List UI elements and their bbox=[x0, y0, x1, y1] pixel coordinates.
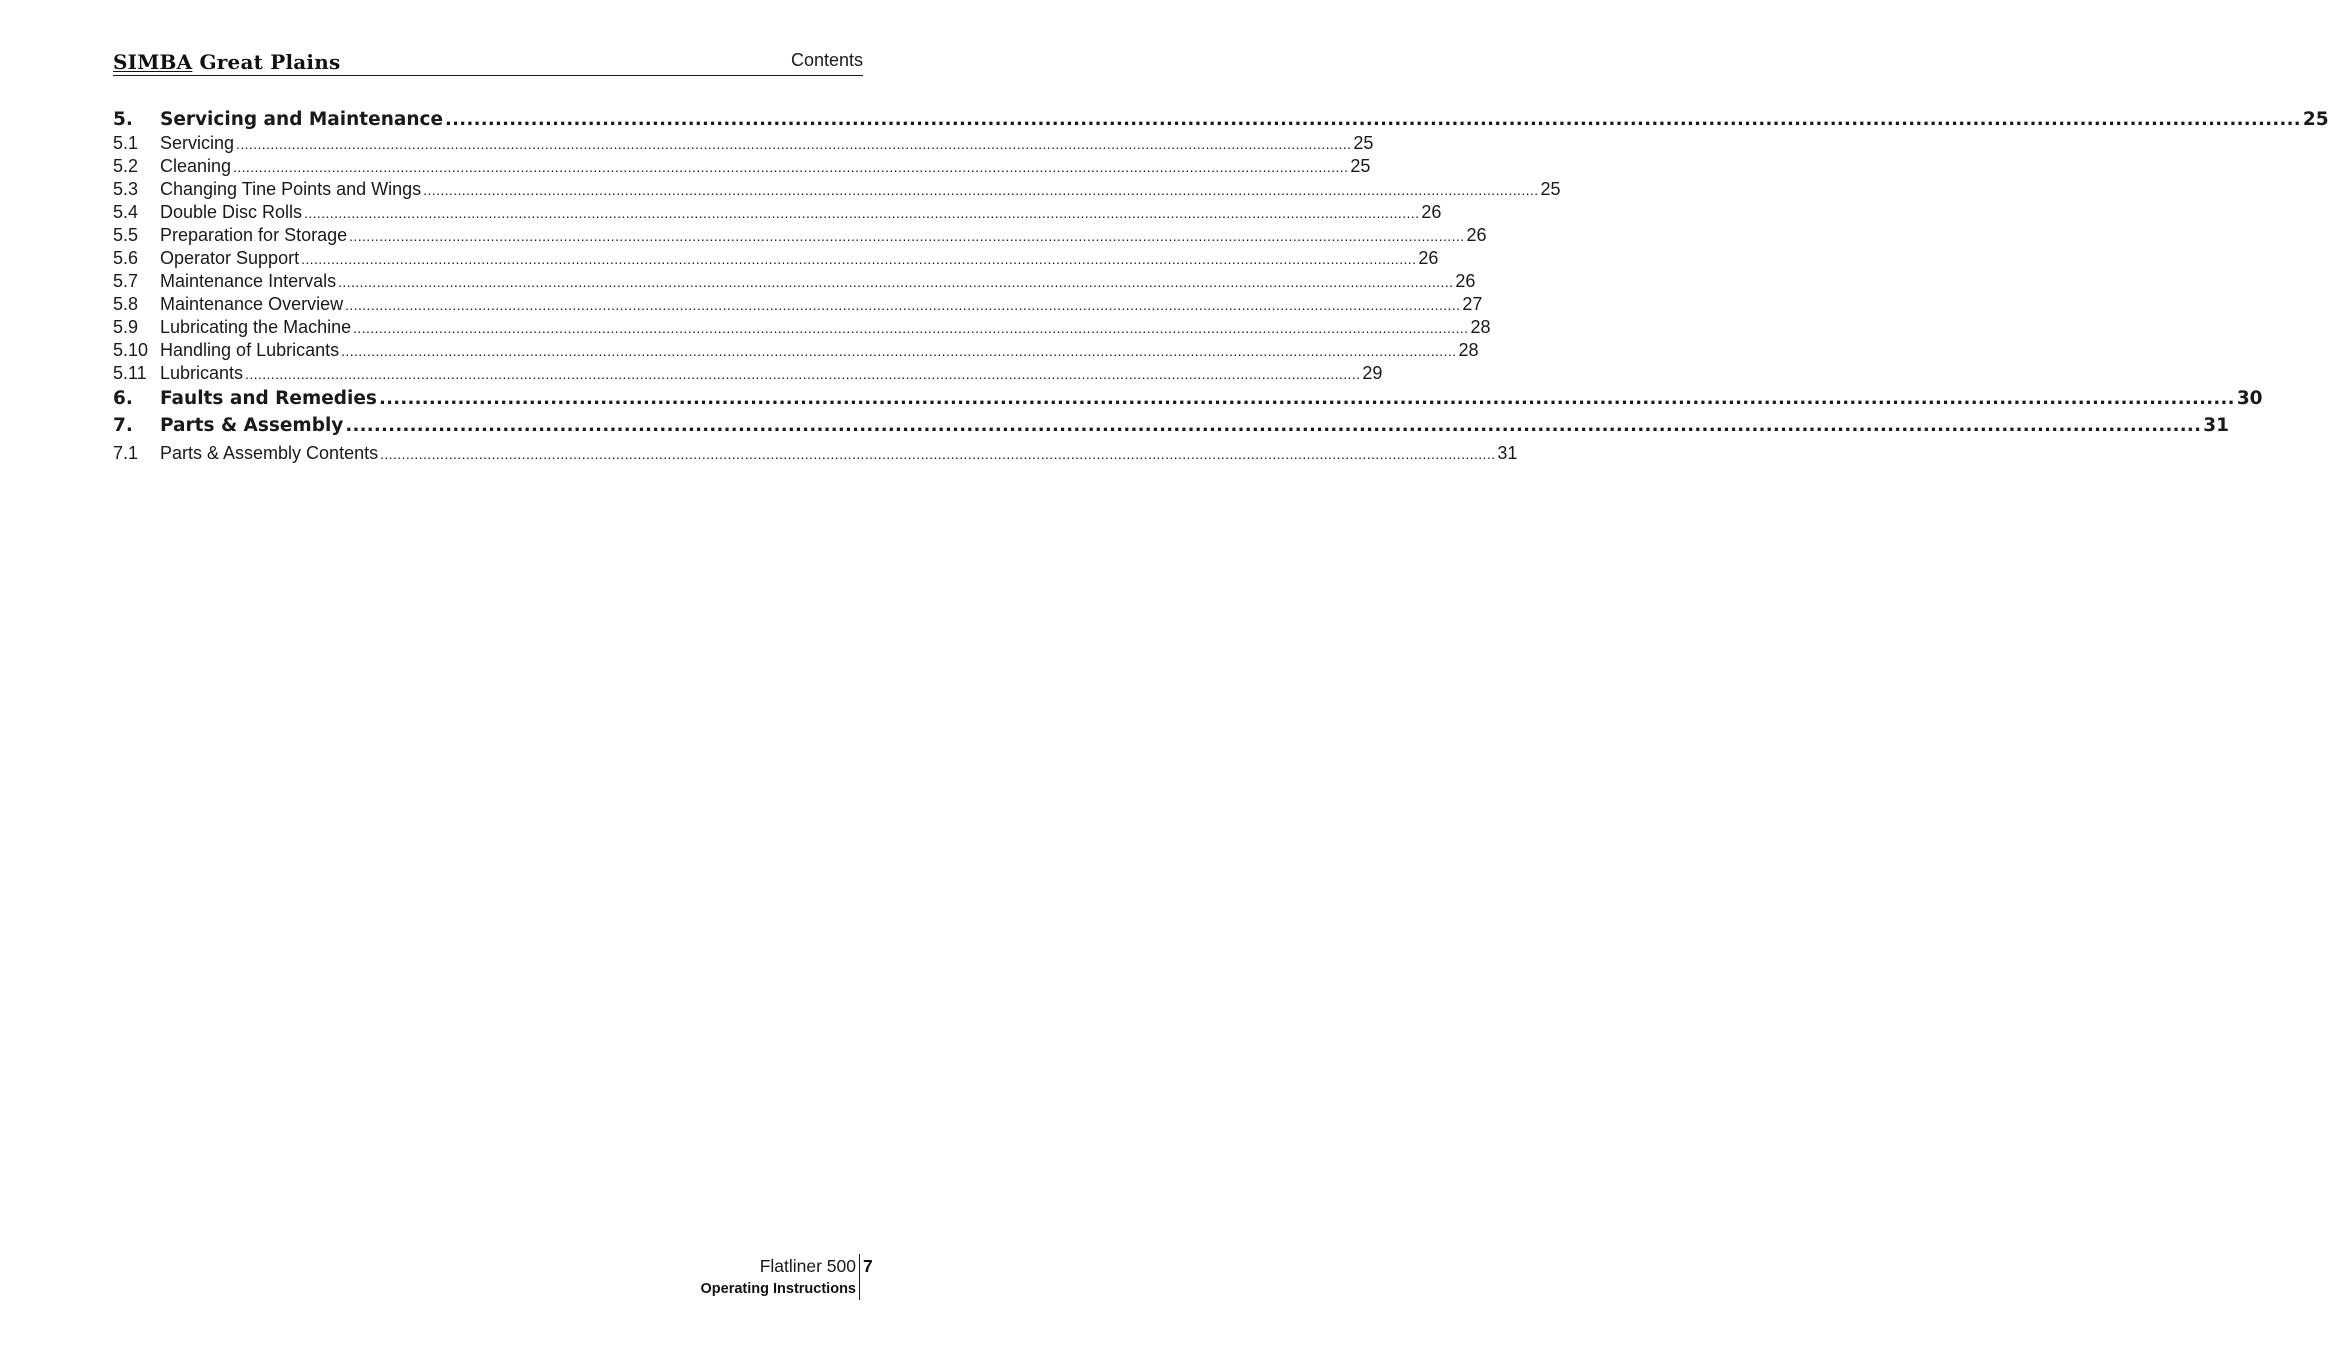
toc-title: Servicing bbox=[160, 133, 235, 153]
toc-title: Parts & Assembly Contents bbox=[160, 443, 379, 463]
toc-title: Lubricants bbox=[160, 363, 244, 383]
page-header bbox=[113, 48, 863, 76]
brand-name-rest: Great Plains bbox=[192, 50, 341, 74]
toc-number: 5.5 bbox=[113, 225, 139, 245]
toc-page: 25 bbox=[2302, 109, 2329, 130]
toc-page: 31 bbox=[2203, 415, 2229, 436]
toc-title: Maintenance Intervals bbox=[160, 271, 337, 291]
toc-number: 7.1 bbox=[113, 443, 139, 463]
toc-title: Lubricating the Machine bbox=[160, 317, 352, 337]
toc-leader: .................................................................................................................................................................................................................................................................... bbox=[353, 320, 1469, 336]
toc-leader: .................................................................................................................................................................................................................................................................... bbox=[338, 274, 1454, 290]
toc-item[interactable] bbox=[113, 155, 1371, 178]
toc-number: 5. bbox=[113, 109, 133, 130]
toc-page: 25 bbox=[1350, 156, 1371, 176]
toc-item[interactable] bbox=[113, 339, 1479, 362]
toc-title: Changing Tine Points and Wings bbox=[160, 179, 422, 199]
toc-page: 25 bbox=[1353, 133, 1374, 153]
toc-title: Parts & Assembly bbox=[160, 415, 344, 436]
toc-number: 5.7 bbox=[113, 271, 139, 291]
product-name: Flatliner 500 bbox=[759, 1256, 856, 1276]
brand-logo bbox=[113, 50, 340, 74]
toc-item[interactable] bbox=[113, 362, 1383, 385]
toc-item[interactable] bbox=[113, 316, 1491, 339]
toc-chapter-6[interactable] bbox=[113, 385, 2263, 412]
toc-number: 5.1 bbox=[113, 133, 139, 153]
toc-item[interactable] bbox=[113, 270, 1476, 293]
toc-title: Preparation for Storage bbox=[160, 225, 348, 245]
toc-page: 31 bbox=[1497, 443, 1518, 463]
toc-page: 30 bbox=[2236, 388, 2263, 409]
toc-title: Double Disc Rolls bbox=[160, 202, 303, 222]
toc-page: 25 bbox=[1540, 179, 1561, 199]
toc-item[interactable] bbox=[113, 293, 1483, 316]
toc-leader: .................................................................................................................................................................................................................................................................... bbox=[245, 366, 1361, 382]
toc-title: Maintenance Overview bbox=[160, 294, 344, 314]
toc-number: 7. bbox=[113, 415, 133, 436]
toc-item[interactable] bbox=[113, 247, 1439, 270]
toc-page: 26 bbox=[1421, 202, 1442, 222]
toc-page: 28 bbox=[1470, 317, 1491, 337]
toc-title: Faults and Remedies bbox=[160, 388, 377, 409]
toc-leader: .................................................................................................................................................................................................................................................................... bbox=[345, 415, 2202, 436]
toc-leader: .................................................................................................................................................................................................................................................................... bbox=[380, 446, 1496, 462]
toc-item[interactable] bbox=[113, 201, 1442, 224]
toc-page: 26 bbox=[1466, 225, 1487, 245]
toc-page: 26 bbox=[1418, 248, 1439, 268]
toc-page: 28 bbox=[1458, 340, 1479, 360]
document-type: Operating Instructions bbox=[700, 1281, 856, 1297]
toc-number: 5.4 bbox=[113, 202, 139, 222]
toc-chapter-5[interactable] bbox=[113, 108, 2329, 132]
toc-title: Operator Support bbox=[160, 248, 300, 268]
toc-leader: .................................................................................................................................................................................................................................................................... bbox=[236, 136, 1352, 152]
toc-number: 5.2 bbox=[113, 156, 139, 176]
toc-leader: .................................................................................................................................................................................................................................................................... bbox=[301, 251, 1417, 267]
toc-leader: .................................................................................................................................................................................................................................................................... bbox=[345, 297, 1461, 313]
toc-page: 27 bbox=[1462, 294, 1483, 314]
toc-chapter-7[interactable] bbox=[113, 412, 2229, 439]
toc-number: 5.6 bbox=[113, 248, 139, 268]
page-number: 7 bbox=[863, 1256, 873, 1276]
toc-leader: .................................................................................................................................................................................................................................................................... bbox=[233, 159, 1349, 175]
toc-leader: .................................................................................................................................................................................................................................................................... bbox=[423, 182, 1539, 198]
toc-number: 5.8 bbox=[113, 294, 139, 314]
toc-leader: .................................................................................................................................................................................................................................................................... bbox=[349, 228, 1465, 244]
toc-number: 5.10 bbox=[113, 340, 149, 360]
toc-title: Cleaning bbox=[160, 156, 232, 176]
toc-item[interactable] bbox=[113, 178, 1561, 201]
toc-page: 29 bbox=[1362, 363, 1383, 383]
toc-title: Servicing and Maintenance bbox=[160, 109, 444, 130]
footer-divider bbox=[859, 1254, 860, 1300]
brand-name-strong: SIMBA bbox=[113, 50, 193, 74]
toc-item[interactable] bbox=[113, 132, 1374, 155]
toc-number: 5.3 bbox=[113, 179, 139, 199]
toc-page: 26 bbox=[1455, 271, 1476, 291]
toc-title: Handling of Lubricants bbox=[160, 340, 340, 360]
section-title: Contents bbox=[790, 50, 863, 70]
toc-leader: .................................................................................................................................................................................................................................................................... bbox=[304, 205, 1420, 221]
toc-item[interactable] bbox=[113, 224, 1487, 247]
toc-item[interactable] bbox=[113, 442, 1518, 465]
toc-leader: .................................................................................................................................................................................................................................................................... bbox=[341, 343, 1457, 359]
toc-number: 5.9 bbox=[113, 317, 139, 337]
toc-number: 5.11 bbox=[113, 363, 147, 383]
page-footer bbox=[660, 1254, 873, 1300]
table-of-contents bbox=[113, 108, 2329, 465]
toc-number: 6. bbox=[113, 388, 133, 409]
toc-leader: .................................................................................................................................................................................................................................................................... bbox=[445, 109, 2301, 130]
toc-leader: .................................................................................................................................................................................................................................................................... bbox=[378, 388, 2235, 409]
